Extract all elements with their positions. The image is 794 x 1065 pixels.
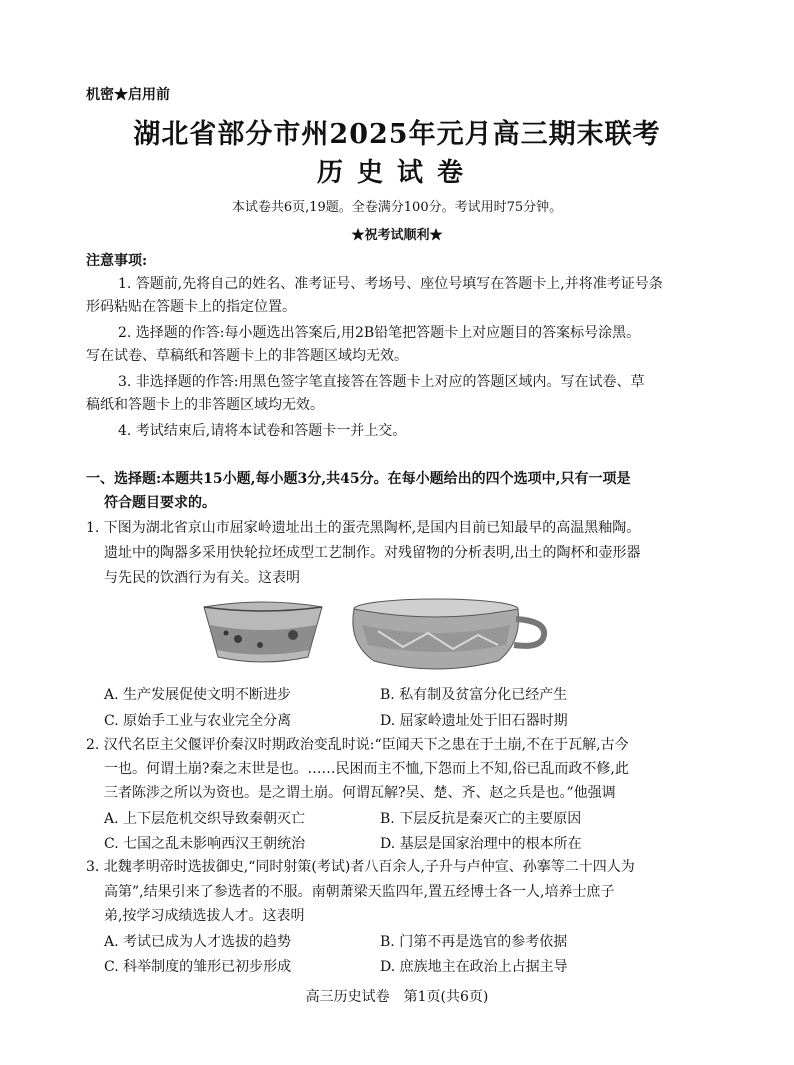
exam-subject: 历史试卷	[316, 158, 477, 188]
notice-item-1-line-2: 形码粘贴在答题卡上的指定位置。	[86, 299, 296, 315]
notice-item-4-line-1: 4. 考试结束后,请将本试卷和答题卡一并上交。	[118, 423, 407, 439]
question-3-line-1: 3. 北魏孝明帝时选拔御史,“同时射策(考试)者八百余人,子升与卢仲宣、孙搴等二十四人为	[86, 859, 635, 875]
notice-heading: 注意事项:	[86, 253, 148, 269]
question-2-option-a: A. 上下层危机交织导致秦朝灭亡	[104, 811, 306, 827]
exam-title: 湖北省部分市州2025年元月高三期末联考	[133, 119, 661, 150]
exam-meta: 本试卷共6页,19题。全卷满分100分。考试用时75分钟。	[231, 200, 563, 215]
good-luck-line: ★祝考试顺利★	[351, 228, 443, 243]
question-1-line-3: 与先民的饮酒行为有关。这表明	[104, 570, 300, 586]
notice-item-3-line-2: 稿纸和答题卡上的非答题区域均无效。	[86, 397, 324, 413]
question-1-line-2: 遗址中的陶器多采用快轮拉坯成型工艺制作。对残留物的分析表明,出土的陶杯和壶形器	[104, 545, 641, 561]
question-1-option-c: C. 原始手工业与农业完全分离	[104, 713, 292, 729]
question-3-line-3: 弟,按学习成绩选拔人才。这表明	[104, 908, 305, 924]
question-1-option-d: D. 屈家岭遗址处于旧石器时期	[380, 713, 568, 729]
question-2-line-3: 三者陈涉之所以为资也。是之谓土崩。何谓瓦解?吴、楚、齐、赵之兵是也。”他强调	[104, 785, 616, 801]
question-2-option-c: C. 七国之乱未影响西汉王朝统治	[104, 836, 306, 852]
question-2-line-1: 2. 汉代名臣主父偃评价秦汉时期政治变乱时说:“臣闻天下之患在于土崩,不在于瓦解,古今	[86, 737, 629, 753]
question-3-option-a: A. 考试已成为人才选拔的趋势	[104, 934, 292, 950]
section-heading-line-2: 符合题目要求的。	[104, 495, 216, 511]
question-2-line-2: 一也。何谓土崩?秦之末世是也。……民困而主不恤,下怨而上不知,俗已乱而政不修,此	[104, 761, 629, 777]
pottery-figure	[198, 595, 550, 675]
spouted-jar-image	[353, 599, 544, 669]
question-1-option-a: A. 生产发展促使文明不断进步	[104, 687, 292, 703]
page-footer: 高三历史试卷 第1页(共6页)	[305, 989, 489, 1005]
question-3-option-b: B. 门第不再是选官的参考依据	[380, 934, 568, 950]
question-3-option-d: D. 庶族地主在政治上占据主导	[380, 959, 568, 975]
question-3-option-c: C. 科举制度的雏形已初步形成	[104, 959, 292, 975]
notice-item-1-line-1: 1. 答题前,先将自己的姓名、准考证号、考场号、座位号填写在答题卡上,并将准考证号条	[118, 276, 663, 292]
question-1-option-b: B. 私有制及贫富分化已经产生	[380, 687, 568, 703]
question-3-line-2: 高第”,结果引来了参选者的不服。南朝萧梁天监四年,置五经博士各一人,培养士庶子	[104, 884, 615, 900]
eggshell-cup-image	[204, 602, 322, 662]
question-2-option-b: B. 下层反抗是秦灭亡的主要原因	[380, 811, 582, 827]
notice-item-2-line-1: 2. 选择题的作答:每小题选出答案后,用2B铅笔把答题卡上对应题目的答案标号涂黑。	[118, 325, 641, 341]
notice-item-2-line-2: 写在试卷、草稿纸和答题卡上的非答题区域均无效。	[86, 348, 408, 364]
section-heading-line-1: 一、选择题:本题共15小题,每小题3分,共45分。在每小题给出的四个选项中,只有一项是	[86, 471, 631, 487]
notice-item-3-line-1: 3. 非选择题的作答:用黑色签字笔直接答在答题卡上对应的答题区域内。写在试卷、草	[118, 374, 645, 390]
question-2-option-d: D. 基层是国家治理中的根本所在	[380, 836, 582, 852]
question-1-line-1: 1. 下图为湖北省京山市屈家岭遗址出土的蛋壳黑陶杯,是国内目前已知最早的高温黑釉陶。	[86, 520, 641, 536]
confidential-label: 机密★启用前	[86, 87, 170, 103]
